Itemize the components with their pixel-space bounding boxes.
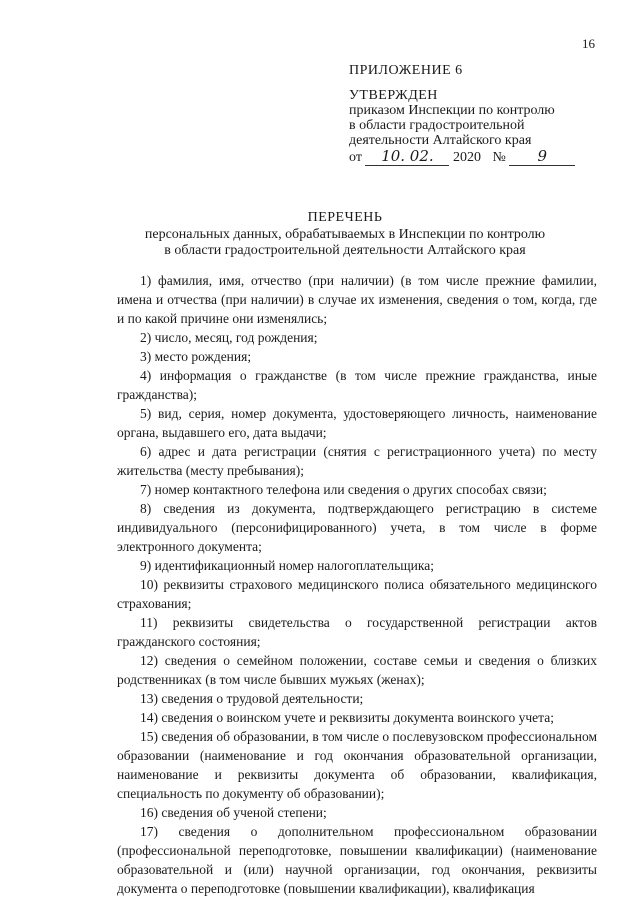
list-item: 5) вид, серия, номер документа, удостоверяющего личность, наименование органа, выдавшего его, дата выдачи; [117,406,597,440]
appendix-label: ПРИЛОЖЕНИЕ 6 [349,63,463,78]
number-sign: № [492,150,506,165]
handwritten-date: 10. 02. [381,147,434,165]
page-number: 16 [582,36,595,51]
approval-block [349,63,575,166]
list-item: 1) фамилия, имя, отчество (при наличии) (в том числе прежние фамилии, имена и отчества (при наличии) в случае их изменения, сведения о том, когда, где и по какой причине они изменялись; [117,273,597,326]
document-subtitle-line: персональных данных, обрабатываемых в Инспекции по контролю [144,227,546,242]
document-title-block [80,210,610,259]
list-item: 12) сведения о семейном положении, составе семьи и сведения о близких родственниках (в том числе бывших мужьях (женах); [117,653,597,687]
list-item: 17) сведения о дополнительном профессиональном образовании (профессиональной переподготовке, повышении квалификации) (наименование образовательной и (или) научной организации, год окончания, реквизиты документа о переподготовке (повышении квалификации), квалификация [117,824,597,896]
list-item: 6) адрес и дата регистрации (снятия с регистрационного учета) по месту жительства (месту пребывания); [117,444,597,478]
date-prefix: от [349,150,362,165]
approval-line: приказом Инспекции по контролю [349,103,555,118]
list-item: 15) сведения об образовании, в том числе о послевузовском профессиональном образовании (наименование и год окончания образовательной организации, наименование и реквизиты документа об образовании, квалификация, специальность по документу об образовании); [117,729,597,801]
document-subtitle-line: в области градостроительной деятельности Алтайского края [164,243,526,258]
list-item: 16) сведения об ученой степени; [140,805,327,820]
list-item: 14) сведения о воинском учете и реквизиты документа воинского учета; [140,710,554,725]
date-field [365,149,449,166]
approval-line: в области градостроительной [349,118,525,133]
list-item: 11) реквизиты свидетельства о государственной регистрации актов гражданского состояния; [117,615,597,649]
order-date-line [349,149,575,166]
date-year: 2020 [452,150,481,165]
list-item: 3) место рождения; [140,349,252,364]
list-item: 9) идентификационный номер налогоплательщика; [140,558,434,573]
list-item: 4) информация о гражданстве (в том числе прежние гражданства, иные гражданства); [117,368,597,402]
document-heading: ПЕРЕЧЕНЬ [307,210,383,225]
list-item: 13) сведения о трудовой деятельности; [140,691,364,706]
approved-label: УТВЕРЖДЕН [349,88,438,103]
list-item: 8) сведения из документа, подтверждающего регистрацию в системе индивидуального (персонифицированного) учета, в том числе в форме электронного документа; [117,501,597,554]
number-field [509,149,575,166]
handwritten-number: 9 [537,147,548,165]
list-item: 2) число, месяц, год рождения; [140,330,318,345]
list-item: 10) реквизиты страхового медицинского полиса обязательного медицинского страхования; [117,577,597,611]
data-items-list [117,271,597,898]
list-item: 7) номер контактного телефона или сведения о других способах связи; [140,482,547,497]
approval-line: деятельности Алтайского края [349,133,532,148]
